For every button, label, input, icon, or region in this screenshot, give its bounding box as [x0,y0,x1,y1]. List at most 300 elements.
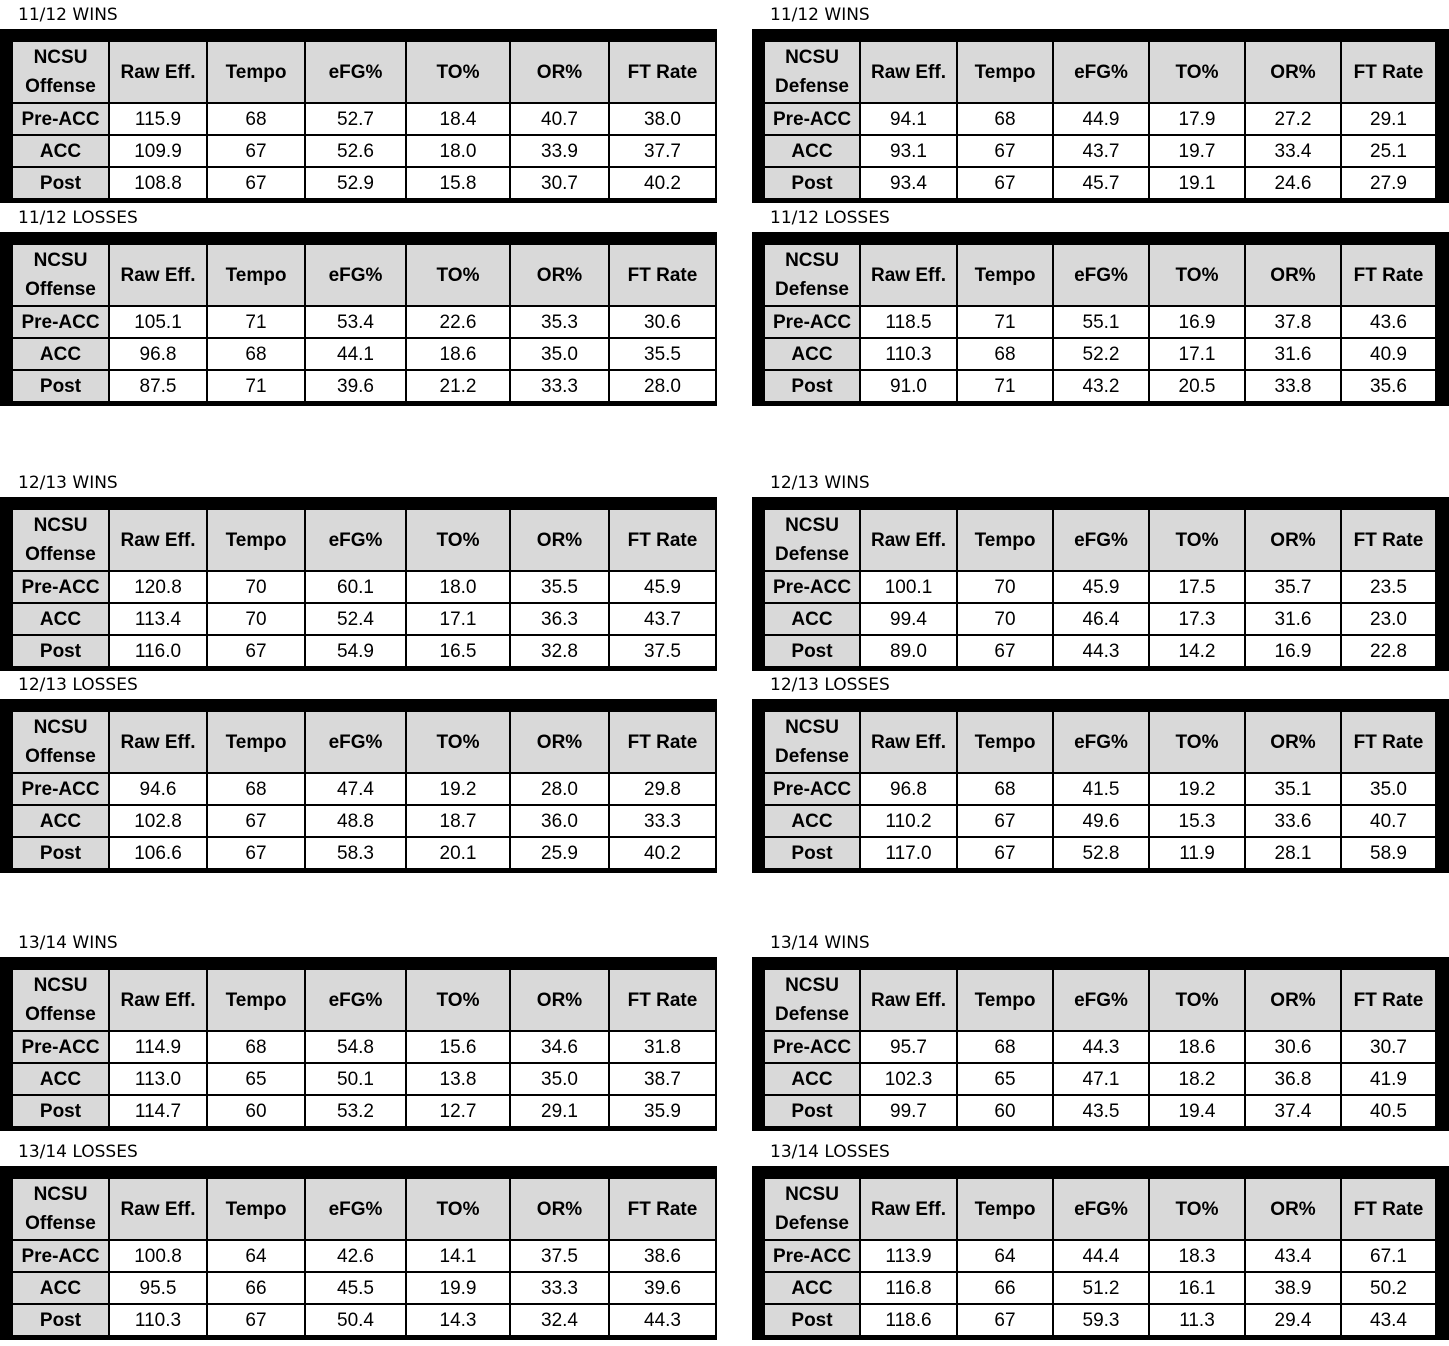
row-label: Pre-ACC [13,572,108,602]
unit-label: Defense [775,746,849,767]
stat-cell: 67 [208,806,304,836]
stats-grid [13,42,706,192]
stat-cell: 45.9 [610,572,715,602]
column-header: FT Rate [1342,970,1435,1030]
column-header: FT Rate [610,970,715,1030]
team-label: NCSU [33,515,88,536]
stat-cell: 52.8 [1054,838,1148,868]
row-label: Post [765,168,859,198]
unit-label: Defense [775,1004,849,1025]
stat-cell: 35.7 [1246,572,1340,602]
stat-cell: 30.7 [1342,1032,1435,1062]
stats-grid [13,970,706,1120]
stat-cell: 32.4 [511,1305,608,1335]
column-header: Tempo [958,1179,1052,1239]
corner-header [765,712,859,772]
table-caption: 11/12 WINS [770,5,870,25]
stat-cell: 12.7 [407,1096,509,1126]
corner-header [13,712,108,772]
table-caption: 12/13 LOSSES [770,675,890,695]
stat-cell: 30.6 [1246,1032,1340,1062]
stat-cell: 96.8 [110,339,206,369]
stat-cell: 41.9 [1342,1064,1435,1094]
stats-grid [765,42,1438,192]
stat-cell: 44.3 [1054,636,1148,666]
row-label: Post [13,168,108,198]
stat-cell: 14.2 [1150,636,1244,666]
column-header: Raw Eff. [861,1179,956,1239]
column-header: TO% [1150,245,1244,305]
stat-cell: 41.5 [1054,774,1148,804]
column-header: Raw Eff. [861,712,956,772]
stat-cell: 33.3 [610,806,715,836]
column-header: OR% [511,245,608,305]
stat-cell: 40.9 [1342,339,1435,369]
stat-cell: 35.0 [511,339,608,369]
stat-cell: 19.9 [407,1273,509,1303]
stat-cell: 20.5 [1150,371,1244,401]
corner-header [765,970,859,1030]
stat-cell: 29.4 [1246,1305,1340,1335]
stat-cell: 18.3 [1150,1241,1244,1271]
stat-cell: 28.0 [511,774,608,804]
column-header: OR% [511,42,608,102]
corner-header [13,970,108,1030]
stat-cell: 34.6 [511,1032,608,1062]
offense-stats-table [0,29,717,203]
stat-cell: 67 [958,838,1052,868]
column-header: OR% [511,970,608,1030]
unit-label: Offense [25,76,96,97]
column-header: Tempo [208,510,304,570]
column-header: FT Rate [1342,1179,1435,1239]
stat-cell: 93.4 [861,168,956,198]
column-header: Tempo [958,510,1052,570]
column-header: Tempo [958,42,1052,102]
column-header: FT Rate [1342,712,1435,772]
stat-cell: 43.7 [1054,136,1148,166]
row-label: Pre-ACC [13,1032,108,1062]
stats-grid [13,712,706,862]
stat-cell: 18.6 [407,339,509,369]
column-header: FT Rate [610,1179,715,1239]
stat-cell: 50.4 [306,1305,405,1335]
stat-cell: 99.4 [861,604,956,634]
corner-header [765,510,859,570]
stat-cell: 37.8 [1246,307,1340,337]
column-header: Raw Eff. [110,1179,206,1239]
stat-cell: 94.6 [110,774,206,804]
unit-label: Offense [25,746,96,767]
stat-cell: 47.1 [1054,1064,1148,1094]
stat-cell: 45.9 [1054,572,1148,602]
row-label: Post [13,636,108,666]
stat-cell: 36.3 [511,604,608,634]
column-header: Raw Eff. [110,510,206,570]
stat-cell: 17.1 [1150,339,1244,369]
stat-cell: 37.5 [511,1241,608,1271]
stat-cell: 43.6 [1342,307,1435,337]
unit-label: Offense [25,1004,96,1025]
column-header: TO% [407,712,509,772]
stat-cell: 67 [958,806,1052,836]
column-header: eFG% [1054,712,1148,772]
stat-cell: 68 [958,339,1052,369]
table-caption: 12/13 LOSSES [18,675,138,695]
column-header: eFG% [306,245,405,305]
stat-cell: 96.8 [861,774,956,804]
row-label: ACC [13,604,108,634]
defense-stats-table [752,957,1449,1131]
stat-cell: 52.9 [306,168,405,198]
stat-cell: 18.6 [1150,1032,1244,1062]
column-header: eFG% [1054,970,1148,1030]
unit-label: Offense [25,544,96,565]
stat-cell: 53.2 [306,1096,405,1126]
stat-cell: 29.1 [511,1096,608,1126]
stat-cell: 102.3 [861,1064,956,1094]
row-label: Pre-ACC [765,774,859,804]
stat-cell: 49.6 [1054,806,1148,836]
stat-cell: 35.5 [511,572,608,602]
row-label: Post [13,1305,108,1335]
stat-cell: 67 [208,838,304,868]
stat-cell: 35.1 [1246,774,1340,804]
column-header: Tempo [208,1179,304,1239]
column-header: TO% [407,970,509,1030]
stat-cell: 71 [208,307,304,337]
stat-cell: 113.0 [110,1064,206,1094]
stat-cell: 16.9 [1246,636,1340,666]
column-header: Tempo [958,970,1052,1030]
stat-cell: 17.1 [407,604,509,634]
column-header: OR% [1246,245,1340,305]
column-header: TO% [407,42,509,102]
column-header: TO% [1150,1179,1244,1239]
column-header: FT Rate [610,510,715,570]
row-label: ACC [13,339,108,369]
stat-cell: 44.3 [610,1305,715,1335]
column-header: TO% [1150,42,1244,102]
unit-label: Defense [775,544,849,565]
column-header: Raw Eff. [861,970,956,1030]
stat-cell: 67.1 [1342,1241,1435,1271]
stat-cell: 67 [208,636,304,666]
stat-cell: 18.2 [1150,1064,1244,1094]
table-caption: 11/12 LOSSES [770,208,890,228]
column-header: Tempo [208,245,304,305]
stat-cell: 19.2 [407,774,509,804]
stat-cell: 33.4 [1246,136,1340,166]
stat-cell: 11.3 [1150,1305,1244,1335]
stat-cell: 33.8 [1246,371,1340,401]
stats-grid [765,510,1438,660]
corner-header [13,1179,108,1239]
column-header: eFG% [1054,245,1148,305]
stat-cell: 68 [958,1032,1052,1062]
stat-cell: 68 [958,104,1052,134]
column-header: FT Rate [1342,42,1435,102]
stat-cell: 70 [208,604,304,634]
stat-cell: 106.6 [110,838,206,868]
stat-cell: 45.7 [1054,168,1148,198]
stat-cell: 44.4 [1054,1241,1148,1271]
row-label: Post [765,371,859,401]
stat-cell: 21.2 [407,371,509,401]
column-header: Tempo [208,970,304,1030]
stat-cell: 31.8 [610,1032,715,1062]
stat-cell: 60.1 [306,572,405,602]
team-label: NCSU [33,975,88,996]
stats-grid [13,245,706,395]
column-header: Raw Eff. [110,712,206,772]
stat-cell: 45.5 [306,1273,405,1303]
stat-cell: 24.6 [1246,168,1340,198]
stat-cell: 17.3 [1150,604,1244,634]
column-header: Raw Eff. [110,970,206,1030]
stat-cell: 58.3 [306,838,405,868]
column-header: OR% [511,1179,608,1239]
row-label: Pre-ACC [13,104,108,134]
stat-cell: 118.6 [861,1305,956,1335]
stat-cell: 70 [958,604,1052,634]
corner-header [13,42,108,102]
stat-cell: 33.3 [511,371,608,401]
column-header: Raw Eff. [861,245,956,305]
team-label: NCSU [785,717,839,738]
corner-header [13,510,108,570]
stat-cell: 110.3 [861,339,956,369]
column-header: TO% [407,245,509,305]
stat-cell: 35.5 [610,339,715,369]
stat-cell: 22.8 [1342,636,1435,666]
row-label: Pre-ACC [765,104,859,134]
stat-cell: 23.0 [1342,604,1435,634]
stat-cell: 19.1 [1150,168,1244,198]
row-label: Post [765,636,859,666]
column-header: Raw Eff. [110,245,206,305]
stat-cell: 43.2 [1054,371,1148,401]
column-header: TO% [1150,510,1244,570]
unit-label: Offense [25,279,96,300]
stat-cell: 29.8 [610,774,715,804]
row-label: Pre-ACC [13,774,108,804]
stat-cell: 54.8 [306,1032,405,1062]
stat-cell: 117.0 [861,838,956,868]
stat-cell: 36.0 [511,806,608,836]
stat-cell: 95.7 [861,1032,956,1062]
stat-cell: 55.1 [1054,307,1148,337]
stat-cell: 50.2 [1342,1273,1435,1303]
stat-cell: 44.3 [1054,1032,1148,1062]
offense-stats-table [0,232,717,406]
stat-cell: 70 [208,572,304,602]
stat-cell: 87.5 [110,371,206,401]
stat-cell: 70 [958,572,1052,602]
column-header: OR% [1246,510,1340,570]
row-label: Pre-ACC [765,307,859,337]
stat-cell: 93.1 [861,136,956,166]
stat-cell: 68 [208,774,304,804]
stat-cell: 68 [958,774,1052,804]
defense-stats-table [752,29,1449,203]
column-header: TO% [407,1179,509,1239]
team-label: NCSU [785,1184,839,1205]
stat-cell: 15.3 [1150,806,1244,836]
row-label: ACC [765,604,859,634]
column-header: eFG% [1054,510,1148,570]
stat-cell: 28.1 [1246,838,1340,868]
stat-cell: 15.6 [407,1032,509,1062]
table-caption: 11/12 LOSSES [18,208,138,228]
stat-cell: 43.7 [610,604,715,634]
stat-cell: 99.7 [861,1096,956,1126]
stat-cell: 100.1 [861,572,956,602]
row-label: Pre-ACC [13,307,108,337]
corner-header [13,245,108,305]
stat-cell: 52.6 [306,136,405,166]
stat-cell: 30.6 [610,307,715,337]
stat-cell: 113.9 [861,1241,956,1271]
defense-stats-table [752,699,1449,873]
column-header: OR% [511,712,608,772]
row-label: ACC [765,136,859,166]
stat-cell: 66 [958,1273,1052,1303]
stat-cell: 43.5 [1054,1096,1148,1126]
stat-cell: 40.2 [610,168,715,198]
table-caption: 12/13 WINS [18,473,118,493]
stat-cell: 110.2 [861,806,956,836]
stat-cell: 15.8 [407,168,509,198]
stats-grid [13,1179,706,1329]
team-label: NCSU [785,250,839,271]
stat-cell: 33.6 [1246,806,1340,836]
stat-cell: 43.4 [1246,1241,1340,1271]
stat-cell: 17.5 [1150,572,1244,602]
stat-cell: 71 [958,371,1052,401]
defense-stats-table [752,232,1449,406]
stat-cell: 43.4 [1342,1305,1435,1335]
stat-cell: 51.2 [1054,1273,1148,1303]
stat-cell: 64 [958,1241,1052,1271]
row-label: Pre-ACC [765,1032,859,1062]
column-header: eFG% [1054,42,1148,102]
row-label: ACC [13,1273,108,1303]
stat-cell: 31.6 [1246,339,1340,369]
team-label: NCSU [785,47,839,68]
column-header: Tempo [208,712,304,772]
column-header: FT Rate [610,712,715,772]
stat-cell: 66 [208,1273,304,1303]
column-header: FT Rate [610,42,715,102]
row-label: ACC [13,1064,108,1094]
column-header: OR% [1246,712,1340,772]
row-label: Post [13,1096,108,1126]
row-label: ACC [13,806,108,836]
stat-cell: 115.9 [110,104,206,134]
stat-cell: 33.9 [511,136,608,166]
stat-cell: 35.9 [610,1096,715,1126]
stat-cell: 37.5 [610,636,715,666]
stat-cell: 44.9 [1054,104,1148,134]
stats-grid [765,245,1438,395]
stat-cell: 35.0 [1342,774,1435,804]
stat-cell: 67 [208,1305,304,1335]
stat-cell: 52.4 [306,604,405,634]
column-header: Raw Eff. [861,510,956,570]
unit-label: Defense [775,279,849,300]
stat-cell: 68 [208,339,304,369]
column-header: eFG% [306,970,405,1030]
column-header: TO% [407,510,509,570]
stat-cell: 59.3 [1054,1305,1148,1335]
stat-cell: 40.2 [610,838,715,868]
column-header: Tempo [208,42,304,102]
stat-cell: 67 [208,168,304,198]
offense-stats-table [0,699,717,873]
column-header: FT Rate [1342,510,1435,570]
row-label: Post [765,1096,859,1126]
stat-cell: 32.8 [511,636,608,666]
column-header: eFG% [306,1179,405,1239]
stat-cell: 116.8 [861,1273,956,1303]
stat-cell: 29.1 [1342,104,1435,134]
stat-cell: 14.1 [407,1241,509,1271]
stat-cell: 44.1 [306,339,405,369]
stat-cell: 114.9 [110,1032,206,1062]
stat-cell: 19.2 [1150,774,1244,804]
stat-cell: 27.9 [1342,168,1435,198]
row-label: ACC [765,806,859,836]
stat-cell: 109.9 [110,136,206,166]
row-label: ACC [765,1273,859,1303]
stat-cell: 14.3 [407,1305,509,1335]
unit-label: Defense [775,76,849,97]
stat-cell: 13.8 [407,1064,509,1094]
row-label: ACC [765,1064,859,1094]
row-label: Pre-ACC [765,1241,859,1271]
stat-cell: 40.7 [511,104,608,134]
stat-cell: 16.1 [1150,1273,1244,1303]
team-label: NCSU [33,717,88,738]
stat-cell: 118.5 [861,307,956,337]
column-header: OR% [1246,970,1340,1030]
stat-cell: 38.9 [1246,1273,1340,1303]
column-header: Tempo [958,245,1052,305]
row-label: Pre-ACC [765,572,859,602]
stat-cell: 65 [958,1064,1052,1094]
team-label: NCSU [33,250,88,271]
stat-cell: 40.7 [1342,806,1435,836]
column-header: eFG% [306,712,405,772]
column-header: eFG% [306,510,405,570]
stat-cell: 33.3 [511,1273,608,1303]
column-header: eFG% [306,42,405,102]
stat-cell: 91.0 [861,371,956,401]
corner-header [765,245,859,305]
column-header: Raw Eff. [861,42,956,102]
column-header: TO% [1150,712,1244,772]
column-header: Tempo [958,712,1052,772]
stat-cell: 54.9 [306,636,405,666]
row-label: Post [765,838,859,868]
stat-cell: 100.8 [110,1241,206,1271]
column-header: FT Rate [610,245,715,305]
stat-cell: 23.5 [1342,572,1435,602]
stat-cell: 120.8 [110,572,206,602]
row-label: Post [13,838,108,868]
stat-cell: 95.5 [110,1273,206,1303]
